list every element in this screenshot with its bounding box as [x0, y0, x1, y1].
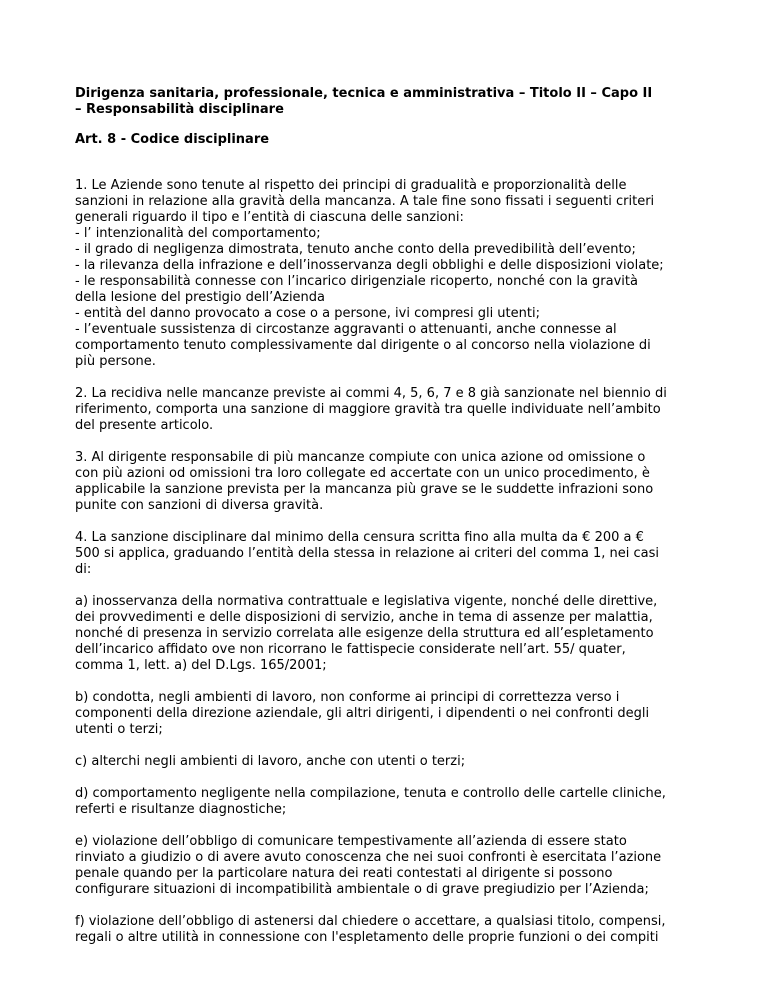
paragraph-line: 3. Al dirigente responsabile di più mancanze compiute con unica azione od omissione o — [75, 450, 646, 465]
paragraph-line: riferimento, comporta una sanzione di maggiore gravità tra quelle individuate nell’ambito — [75, 402, 661, 417]
paragraph-line: componenti della direzione aziendale, gli altri dirigenti, i dipendenti o nei confronti degli — [75, 706, 650, 721]
paragraph-line: rinviato a giudizio o di avere avuto conoscenza che nei suoi confronti è esercitata l’azione — [75, 850, 662, 865]
paragraph-line: della lesione del prestigio dell’Azienda — [75, 290, 326, 305]
paragraph-line: più persone. — [75, 354, 156, 369]
paragraph-line: dell’incarico affidato ove non ricorrano le fattispecie considerate nell’art. 55/ quater, — [75, 642, 626, 657]
paragraph-line: 4. La sanzione disciplinare dal minimo della censura scritta fino alla multa da € 200 a € — [75, 530, 644, 545]
paragraph-line: c) alterchi negli ambienti di lavoro, anche con utenti o terzi; — [75, 754, 466, 769]
paragraph-line: b) condotta, negli ambienti di lavoro, non conforme ai principi di correttezza verso i — [75, 690, 620, 705]
paragraph-line: punite con sanzioni di diversa gravità. — [75, 498, 324, 513]
paragraph-line: f) violazione dell’obbligo di astenersi dal chiedere o accettare, a qualsiasi titolo, compensi, — [75, 914, 666, 929]
paragraph-line: nonché di presenza in servizio correlata alle esigenze della struttura ed all’espletamento — [75, 626, 654, 641]
paragraph-line: utenti o terzi; — [75, 722, 163, 737]
paragraph-line: configurare situazioni di incompatibilità ambientale o di grave pregiudizio per l’Azienda; — [75, 882, 649, 897]
paragraph — [75, 450, 708, 514]
paragraph-line: d) comportamento negligente nella compilazione, tenuta e controllo delle cartelle cliniche, — [75, 786, 666, 801]
paragraph-line: sanzioni in relazione alla gravità della mancanza. A tale fine sono fissati i seguenti criteri — [75, 194, 655, 209]
paragraph-line: dei provvedimenti e delle disposizioni di servizio, anche in tema di assenze per malattia, — [75, 610, 653, 625]
paragraph-line: regali o altre utilità in connessione con l'espletamento delle proprie funzioni o dei compiti — [75, 930, 659, 945]
paragraph — [75, 914, 708, 946]
paragraph-line: a) inosservanza della normativa contrattuale e legislativa vigente, nonché delle direttive, — [75, 594, 658, 609]
paragraph — [75, 786, 708, 818]
paragraph — [75, 386, 708, 434]
paragraph-line: generali riguardo il tipo e l’entità di ciascuna delle sanzioni: — [75, 210, 464, 225]
paragraph-line: - l’ intenzionalità del comportamento; — [75, 226, 321, 241]
document-title — [75, 86, 708, 118]
paragraph — [75, 530, 708, 578]
paragraph-line: - le responsabilità connesse con l’incarico dirigenziale ricoperto, nonché con la gravità — [75, 274, 638, 289]
paragraph-line: comma 1, lett. a) del D.Lgs. 165/2001; — [75, 658, 327, 673]
title-line: – Responsabilità disciplinare — [75, 102, 284, 117]
paragraph-line: referti e risultanze diagnostiche; — [75, 802, 287, 817]
paragraph — [75, 754, 708, 770]
paragraph-line: - il grado di negligenza dimostrata, tenuto anche conto della prevedibilità dell’evento; — [75, 242, 636, 257]
paragraph-line: del presente articolo. — [75, 418, 214, 433]
paragraph-line: 2. La recidiva nelle mancanze previste ai commi 4, 5, 6, 7 e 8 già sanzionate nel biennio di — [75, 386, 667, 401]
title-line: Dirigenza sanitaria, professionale, tecnica e amministrativa – Titolo II – Capo II — [75, 86, 653, 101]
paragraph-line: comportamento tenuto complessivamente dal dirigente o al concorso nella violazione di — [75, 338, 651, 353]
paragraph-line: applicabile la sanzione prevista per la mancanza più grave se le suddette infrazioni sono — [75, 482, 654, 497]
paragraph-line: 500 si applica, graduando l’entità della stessa in relazione ai criteri del comma 1, nei casi — [75, 546, 660, 561]
paragraph — [75, 594, 708, 674]
paragraph-line: - entità del danno provocato a cose o a persone, ivi compresi gli utenti; — [75, 306, 540, 321]
paragraph-line: - l’eventuale sussistenza di circostanze aggravanti o attenuanti, anche connesse al — [75, 322, 617, 337]
paragraph-line: con più azioni od omissioni tra loro collegate ed accertate con un unico procedimento, è — [75, 466, 650, 481]
paragraph — [75, 690, 708, 738]
paragraph — [75, 834, 708, 898]
paragraph-line: e) violazione dell’obbligo di comunicare tempestivamente all’azienda di essere stato — [75, 834, 627, 849]
article-heading: Art. 8 - Codice disciplinare — [75, 132, 270, 147]
paragraph-line: 1. Le Aziende sono tenute al rispetto dei principi di gradualità e proporzionalità delle — [75, 178, 627, 193]
paragraph-line: di: — [75, 562, 92, 577]
article-body — [75, 178, 708, 946]
paragraph-line: - la rilevanza della infrazione e dell’inosservanza degli obblighi e delle disposizioni violate; — [75, 258, 664, 273]
paragraph-line: penale quando per la particolare natura dei reati contestati al dirigente si possono — [75, 866, 613, 881]
paragraph — [75, 178, 708, 370]
